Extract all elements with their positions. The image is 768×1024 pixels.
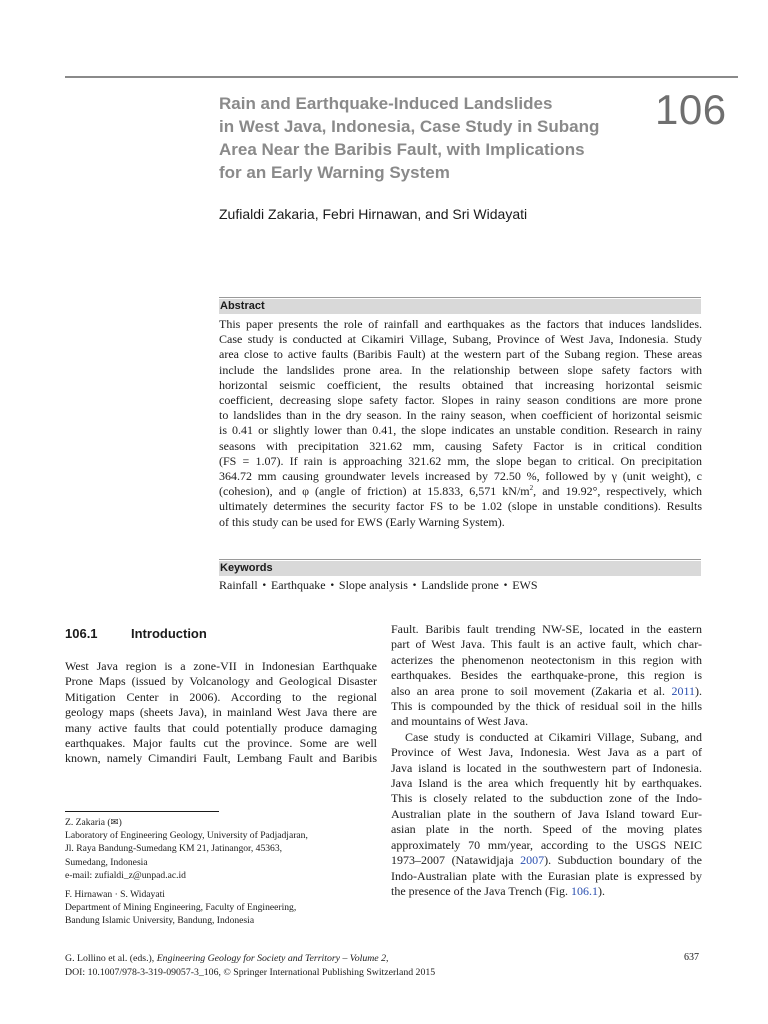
abstract-line: include the landslides prone area. In the relationship between slope safety factors with [219, 362, 702, 377]
keywords-heading: Keywords [219, 561, 701, 576]
body-line: asian plate in the north. Speed of the moving plates [391, 822, 702, 837]
abstract-heading: Abstract [219, 299, 701, 314]
affiliation-line: Bandung Islamic University, Bandung, Indonesia [65, 915, 255, 927]
abstract-line-tail: , and 19.92°, respectively, which [533, 484, 702, 499]
keyword: Earthquake [270, 578, 326, 592]
figure-link[interactable]: 106.1 [570, 883, 598, 898]
body-line: West Java region is a zone-VII in Indonesian Earthquake [65, 659, 377, 673]
keyword: Landslide prone [421, 578, 499, 592]
citation-footer [65, 952, 435, 979]
affiliation-line: Sumedang, Indonesia [65, 856, 148, 868]
body-line: known, namely Cimandiri Fault, Lembang Fault and Baribis [65, 751, 377, 766]
abstract-line: This paper presents the role of rainfall and earthquakes as the factors that induces landslides. [219, 317, 702, 331]
body-line: many active faults that could potentially produce damaging [65, 720, 377, 735]
body-line: Prone Maps (issued by Volcanology and Geological Disaster [65, 674, 377, 689]
body-line-tail: ). [597, 883, 605, 898]
keyword: Slope analysis [338, 578, 408, 592]
section-number: 106.1 [65, 626, 98, 641]
abstract-line: area close to active faults (Baribis Fault) at the western part of the Subang region. These areas [219, 347, 702, 362]
top-rule [65, 76, 738, 78]
citation-line [65, 952, 435, 966]
keyword-separator: • [261, 581, 267, 591]
page-number: 637 [684, 952, 699, 963]
section-title: Introduction [131, 626, 207, 641]
body-line: Case study is conducted at Cikamiri Village, Subang, and [405, 729, 702, 744]
body-line: This is closely related to the subduction zone of the Indo- [391, 791, 702, 806]
body-line: and mountains of West Java. [391, 714, 529, 729]
right-column [391, 622, 702, 899]
doi-line: DOI: 10.1007/978-3-319-09057-3_106, © Springer International Publishing Switzerland 2015 [65, 966, 436, 978]
body-line: Fault. Baribis fault trending NW-SE, located in the eastern [391, 622, 702, 636]
body-line: Province of West Java, Indonesia. West Java as a part of [391, 745, 702, 760]
abstract-line: 364.72 mm causing groundwater levels increased by 72.50 %, followed by γ (unit weight), c [219, 469, 702, 484]
superscript: 2 [529, 484, 534, 493]
keyword: Rainfall [219, 578, 258, 592]
title-line: Rain and Earthquake-Induced Landslides [219, 94, 553, 113]
footnote-rule [65, 811, 219, 812]
body-line: earthquakes. Major faults cut the province. Some are well [65, 736, 377, 751]
body-line [391, 884, 702, 899]
body-line: Mitigation Center in 2006). According to the regional [65, 689, 377, 704]
body-line-tail: ). Subduction boundary of the [544, 853, 702, 868]
title-line: in West Java, Indonesia, Case Study in Subang [219, 117, 600, 136]
abstract-line [219, 484, 702, 499]
section-heading [65, 626, 207, 641]
abstract-line: is 0.41 or slightly lower than 0.41, the slope indicates an unstable condition. Research in rainy [219, 423, 702, 438]
citation-link-zakaria[interactable]: 2011 [671, 683, 695, 698]
body-line: Java Island is the area which frequently hit by earthquakes. [391, 776, 702, 791]
body-line: Australian plate in the southern of Java Island toward Eur- [391, 806, 702, 821]
body-line: This is compounded by the thick of residual soil in the hills [391, 699, 702, 714]
title-line: for an Early Warning System [219, 163, 450, 182]
abstract-line: of this study can be used for EWS (Early Warning System). [219, 514, 505, 529]
body-line-text: the presence of the Java Trench (Fig. [391, 883, 571, 898]
abstract-body [219, 317, 702, 530]
abstract-line: (FS = 1.07). If rain is approaching 321.62 mm, the slope began to critical. On precipitation [219, 453, 702, 468]
author-email[interactable]: e-mail: zufialdi_z@unpad.ac.id [65, 869, 186, 881]
affiliation-line: Z. Zakaria (✉) [65, 817, 122, 828]
body-line: Indo-Australian plate with the Eurasian plate is expressed by [391, 868, 702, 883]
affiliation-line: Department of Mining Engineering, Faculty of Engineering, [65, 902, 297, 914]
abstract-line: horizontal seismic coefficient, the results obtained that increasing horizontal seismic [219, 377, 702, 392]
body-line [391, 684, 702, 699]
keyword-separator: • [411, 581, 418, 591]
abstract-line: to landslides than in the dry season. In the rainy season, when coefficient of horizontal seismic [219, 408, 702, 423]
body-line: Java island is located in the southwestern part of Indonesia. [391, 760, 702, 775]
body-line-text: also an area prone to soil movement (Zakaria et al. [391, 683, 672, 698]
book-title: Engineering Geology for Society and Territory – Volume 2 [156, 953, 386, 964]
affiliation-line: Laboratory of Engineering Geology, University of Padjadjaran, [65, 830, 308, 842]
paper-title [219, 92, 659, 184]
body-line [391, 853, 702, 868]
citation-link-natawidjaja[interactable]: 2007 [520, 853, 545, 868]
affiliation-block-zakaria [65, 816, 308, 882]
title-line: Area Near the Baribis Fault, with Implications [219, 140, 585, 159]
affiliation-block-hirnawan-widayati [65, 888, 296, 928]
affiliation-line: F. Hirnawan · S. Widayati [65, 889, 165, 900]
abstract-line: ultimately determines the security factor FS to be 1.02 (slope in unstable conditions). Results [219, 499, 702, 514]
author-list: Zufialdi Zakaria, Febri Hirnawan, and Sri Widayati [219, 206, 528, 222]
affiliation-line: Jl. Raya Bandung-Sumedang KM 21, Jatinangor, 45363, [65, 843, 283, 855]
body-line: geology maps (sheets Java), in mainland West Java there are [65, 705, 377, 720]
left-column [65, 659, 377, 767]
citation-editors: G. Lollino et al. (eds.), [65, 953, 157, 964]
body-line: acterizes the phenomenon neotectonism in this region with [391, 652, 702, 667]
abstract-line: Case study is conducted at Cikamiri Village, Subang, Province of West Java, Indonesia. Study [219, 332, 702, 347]
body-line: part of West Java. This fault is an active fault, which char- [391, 637, 702, 652]
body-line-tail: ). [695, 683, 702, 698]
abstract-line: coefficient, decreasing slope safety factor. Slopes in rainy season conditions are more prone [219, 393, 702, 408]
chapter-number: 106 [655, 86, 727, 133]
keyword-separator: • [329, 581, 335, 591]
citation-suffix: , [386, 953, 389, 964]
body-line-text: 1973–2007 (Natawidjaja [391, 853, 521, 868]
abstract-line-text: (cohesion), and φ (angle of friction) at 15.833, 6,571 kN/m [219, 484, 530, 499]
body-line: earthquakes. Besides the earthquake-prone, this region is [391, 668, 702, 683]
keyword-separator: • [502, 581, 509, 591]
keywords-list [219, 577, 538, 594]
abstract-rule [219, 297, 701, 298]
abstract-line: seasons with precipitation 321.62 mm, causing Safety Factor is in critical condition [219, 438, 702, 453]
keywords-rule [219, 559, 701, 560]
keyword: EWS [512, 578, 538, 592]
body-line: approximately 70 mm/year, according to the USGS NEIC [391, 837, 702, 852]
